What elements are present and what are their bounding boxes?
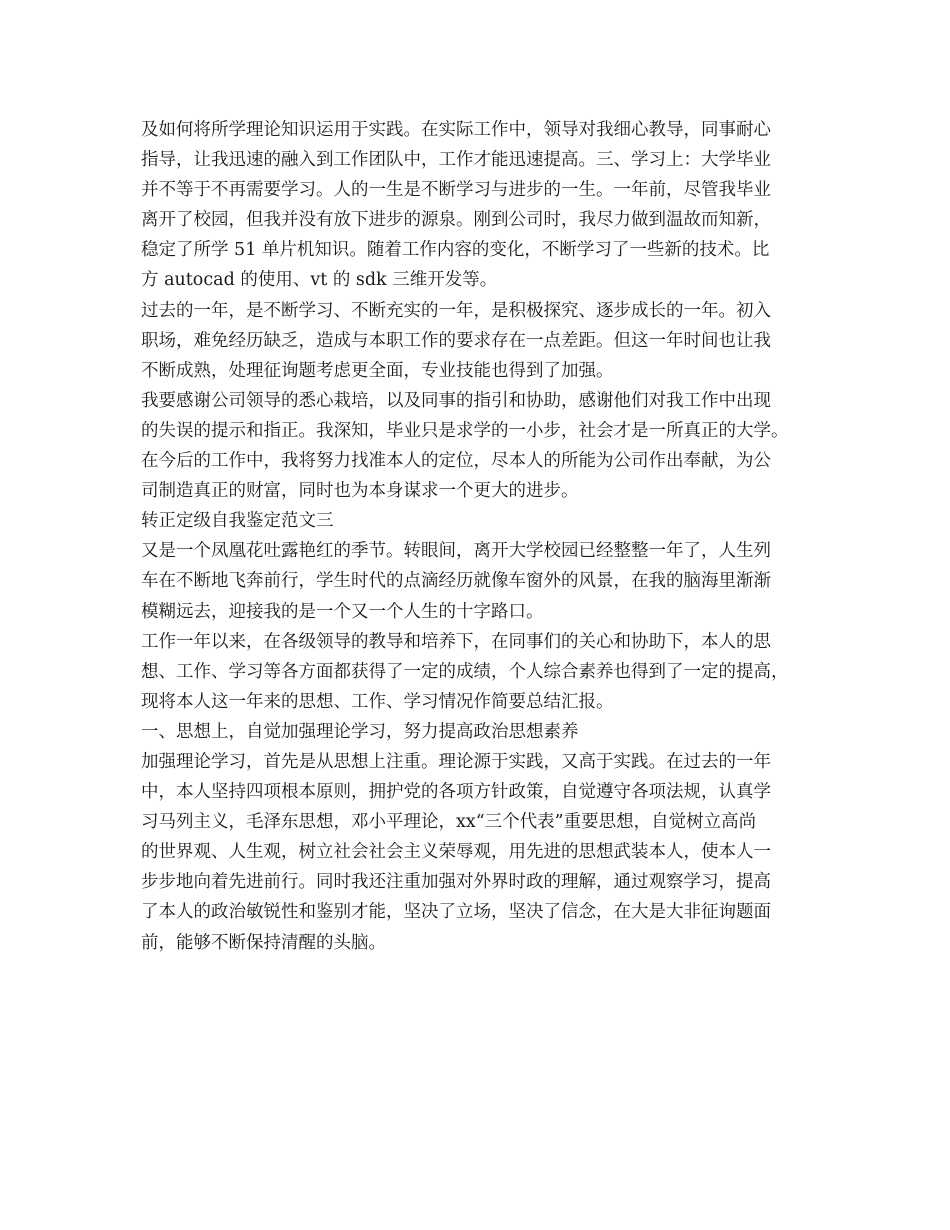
paragraph-1 bbox=[141, 115, 831, 296]
paragraph-5 bbox=[141, 627, 831, 717]
heading-line: 转正定级自我鉴定范文三 bbox=[141, 511, 334, 532]
text-line: 前，能够不断保持清醒的头脑。 bbox=[141, 932, 386, 953]
text-line: 职场，难免经历缺乏，造成与本职工作的要求存在一点差距。但这一年时间也让我 bbox=[141, 330, 771, 351]
text-line: 指导，让我迅速的融入到工作团队中，工作才能迅速提高。三、学习上：大学毕业 bbox=[141, 150, 771, 171]
section-heading-sample-three bbox=[141, 506, 831, 536]
text-line: 在今后的工作中，我将努力找准本人的定位，尽本人的所能为公司作出奉献，为公 bbox=[141, 451, 771, 472]
text-line: 想、工作、学习等各方面都获得了一定的成绩，个人综合素养也得到了一定的提高， bbox=[141, 661, 789, 682]
text-line: 中，本人坚持四项根本原则，拥护党的各项方针政策，自觉遵守各项法规，认真学 bbox=[141, 782, 771, 803]
paragraph-6 bbox=[141, 747, 831, 958]
paragraph-4 bbox=[141, 536, 831, 626]
text-line: 习马列主义，毛泽东思想，邓小平理论，xx“三个代表”重要思想，自觉树立高尚 bbox=[141, 812, 757, 833]
text-line: 司制造真正的财富，同时也为本身谋求一个更大的进步。 bbox=[141, 481, 579, 502]
text-line: 方 autocad 的使用、vt 的 sdk 三维开发等。 bbox=[141, 270, 498, 291]
text-line: 现将本人这一年来的思想、工作、学习情况作简要总结汇报。 bbox=[141, 691, 614, 712]
document-body bbox=[141, 115, 831, 958]
text-line: 模糊远去，迎接我的是一个又一个人生的十字路口。 bbox=[141, 601, 544, 622]
paragraph-2 bbox=[141, 296, 831, 386]
text-line: 工作一年以来，在各级领导的教导和培养下，在同事们的关心和协助下，本人的思 bbox=[141, 631, 771, 652]
paragraph-3 bbox=[141, 386, 831, 506]
text-line: 了本人的政治敏锐性和鉴别才能，坚决了立场，坚决了信念，在大是大非征询题面 bbox=[141, 902, 771, 923]
section-heading-thought bbox=[141, 717, 831, 747]
text-line: 的失误的提示和指正。我深知，毕业只是求学的一小步，社会才是一所真正的大学。 bbox=[141, 420, 789, 441]
heading-line: 一、思想上，自觉加强理论学习，努力提高政治思想素养 bbox=[141, 721, 579, 742]
text-line: 过去的一年，是不断学习、不断充实的一年，是积极探究、逐步成长的一年。初入 bbox=[141, 300, 771, 321]
text-line: 步步地向着先进前行。同时我还注重加强对外界时政的理解，通过观察学习，提高 bbox=[141, 872, 771, 893]
text-line: 稳定了所学 51 单片机知识。随着工作内容的变化，不断学习了一些新的技术。比 bbox=[141, 240, 770, 261]
text-line: 离开了校园，但我并没有放下进步的源泉。刚到公司时，我尽力做到温故而知新， bbox=[141, 210, 771, 231]
text-line: 及如何将所学理论知识运用于实践。在实际工作中，领导对我细心教导，同事耐心 bbox=[141, 120, 771, 140]
text-line: 车在不断地飞奔前行，学生时代的点滴经历就像车窗外的风景，在我的脑海里渐渐 bbox=[141, 571, 771, 592]
text-line: 我要感谢公司领导的悉心栽培，以及同事的指引和协助，感谢他们对我工作中出现 bbox=[141, 390, 771, 411]
text-line: 不断成熟，处理征询题考虑更全面，专业技能也得到了加强。 bbox=[141, 360, 614, 381]
text-line: 又是一个凤凰花吐露艳红的季节。转眼间，离开大学校园已经整整一年了，人生列 bbox=[141, 541, 771, 562]
text-line: 加强理论学习，首先是从思想上注重。理论源于实践，又高于实践。在过去的一年 bbox=[141, 751, 771, 772]
text-line: 的世界观、人生观，树立社会社会主义荣辱观，用先进的思想武装本人，使本人一 bbox=[141, 842, 771, 863]
text-line: 并不等于不再需要学习。人的一生是不断学习与进步的一生。一年前，尽管我毕业 bbox=[141, 180, 771, 201]
